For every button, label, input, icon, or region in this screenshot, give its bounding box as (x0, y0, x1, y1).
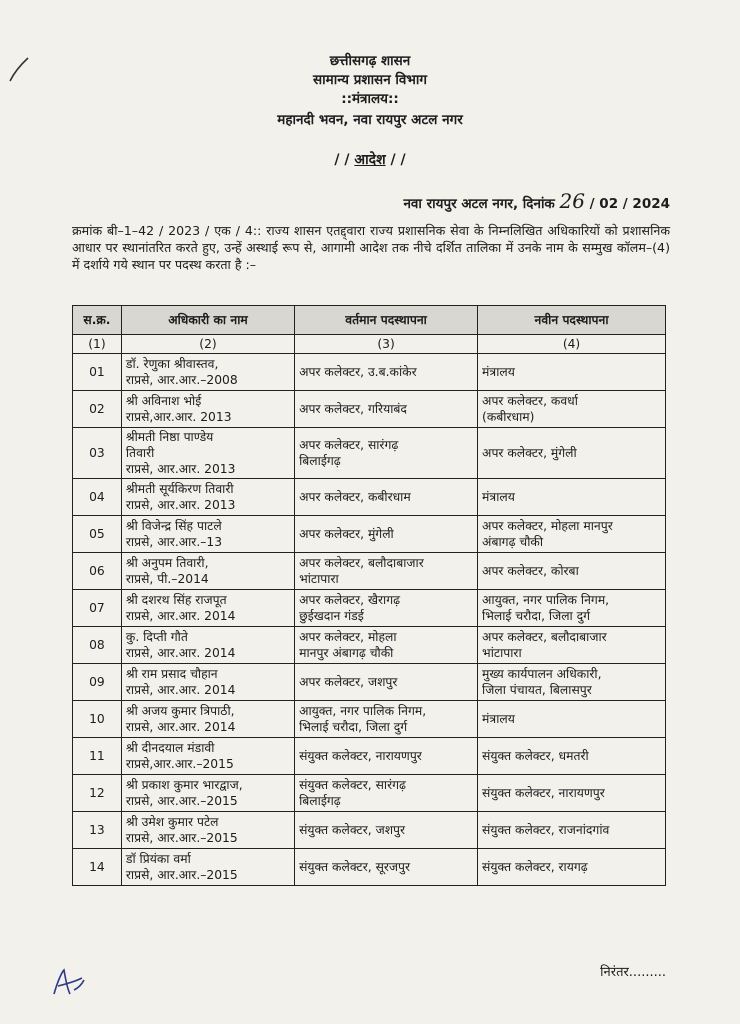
table-row (73, 553, 666, 590)
table-column-number-row (73, 335, 666, 354)
cell-line: डॉ. रेणुका श्रीवास्तव, (125, 357, 219, 371)
table-row (73, 664, 666, 701)
cell-line: श्रीमती निष्ठा पाण्डेय (125, 430, 214, 444)
cell-new-posting (478, 553, 666, 590)
cell-new-posting (478, 701, 666, 738)
cell-current-posting (295, 812, 478, 849)
header-government: छत्तीसगढ़ शासन (329, 53, 411, 69)
cell-line: संयुक्त कलेक्टर, रायगढ़ (482, 860, 588, 874)
cell-current-posting (295, 664, 478, 701)
cell-current-posting (295, 479, 478, 516)
transfer-table (72, 305, 666, 886)
cell-new-posting (478, 354, 666, 391)
cell-officer-name (121, 479, 294, 516)
cell-line: भांटापारा (482, 646, 522, 660)
initials-signature (48, 960, 88, 1000)
cell-line: मुख्य कार्यपालन अधिकारी, (482, 667, 602, 681)
cell-serial: 07 (73, 590, 122, 627)
cell-officer-name (121, 354, 294, 391)
cell-line: जिला पंचायत, बिलासपुर (482, 683, 592, 697)
cell-line: श्री अविनाश भोई (125, 394, 202, 408)
cell-new-posting (478, 590, 666, 627)
cell-line: कु. दिप्ती गौते (125, 630, 188, 644)
cell-line: संयुक्त कलेक्टर, जशपुर (299, 823, 406, 837)
cell-line: श्री राम प्रसाद चौहान (125, 667, 218, 681)
cell-new-posting (478, 775, 666, 812)
cell-line: श्रीमती सूर्यकिरण तिवारी (125, 482, 234, 496)
date-prefix: नवा रायपुर अटल नगर, दिनांक (403, 196, 555, 212)
cell-serial: 01 (73, 354, 122, 391)
col-number: (4) (478, 335, 666, 354)
cell-current-posting (295, 553, 478, 590)
table-row (73, 812, 666, 849)
table-row (73, 701, 666, 738)
cell-line: (कबीरधाम) (482, 410, 535, 424)
cell-officer-name (121, 391, 294, 428)
cell-line: श्री दशरथ सिंह राजपूत (125, 593, 227, 607)
table-row (73, 775, 666, 812)
cell-line: राप्रसे, आर.आर. 2014 (125, 609, 236, 623)
cell-line: संयुक्त कलेक्टर, नारायणपुर (299, 749, 422, 763)
cell-serial: 14 (73, 849, 122, 886)
cell-line: अपर कलेक्टर, कोरबा (482, 564, 579, 578)
cell-line: राप्रसे, आर.आर.–13 (125, 535, 223, 549)
cell-current-posting (295, 627, 478, 664)
table-row (73, 391, 666, 428)
cell-new-posting (478, 738, 666, 775)
continued-note: निरंतर......... (600, 965, 666, 980)
cell-new-posting (478, 627, 666, 664)
cell-line: डॉ प्रियंका वर्मा (125, 852, 191, 866)
cell-line: संयुक्त कलेक्टर, सूरजपुर (299, 860, 411, 874)
header-new-posting: नवीन पदस्थापना (478, 306, 666, 335)
cell-officer-name (121, 701, 294, 738)
table-header-row (73, 306, 666, 335)
cell-line: राप्रसे,आर.आर. 2013 (125, 410, 232, 424)
cell-new-posting (478, 479, 666, 516)
cell-new-posting (478, 849, 666, 886)
header-address: महानदी भवन, नवा रायपुर अटल नगर (277, 112, 463, 128)
cell-line: राप्रसे, आर.आर.–2015 (125, 868, 238, 882)
cell-line: श्री अजय कुमार त्रिपाठी, (125, 704, 235, 718)
cell-line: मंत्रालय (482, 365, 515, 379)
cell-current-posting (295, 391, 478, 428)
cell-line: आयुक्त, नगर पालिक निगम, (299, 704, 427, 718)
cell-line: मानपुर अंबागढ़ चौकी (299, 646, 394, 660)
cell-line: राप्रसे, आर.आर. 2014 (125, 720, 236, 734)
cell-line: राप्रसे, आर.आर.–2015 (125, 794, 238, 808)
cell-line: संयुक्त कलेक्टर, राजनांदगांव (482, 823, 610, 837)
header-officer-name: अधिकारी का नाम (121, 306, 294, 335)
cell-serial: 11 (73, 738, 122, 775)
cell-line: अपर कलेक्टर, खैरागढ़ (299, 593, 401, 607)
cell-line: संयुक्त कलेक्टर, नारायणपुर (482, 786, 605, 800)
cell-line: अपर कलेक्टर, मोहला मानपुर (482, 519, 613, 533)
cell-new-posting (478, 664, 666, 701)
cell-line: राप्रसे, आर.आर.–2015 (125, 831, 238, 845)
cell-officer-name (121, 775, 294, 812)
cell-serial: 02 (73, 391, 122, 428)
cell-line: राप्रसे,आर.आर.–2015 (125, 757, 234, 771)
order-title-text: आदेश (354, 152, 386, 168)
cell-serial: 12 (73, 775, 122, 812)
table-row (73, 738, 666, 775)
cell-officer-name (121, 812, 294, 849)
cell-current-posting (295, 354, 478, 391)
table-row (73, 428, 666, 479)
cell-line: अपर कलेक्टर, जशपुर (299, 675, 398, 689)
cell-line: श्री अनुपम तिवारी, (125, 556, 209, 570)
cell-line: छुईखदान गंडई (299, 609, 364, 623)
cell-line: अपर कलेक्टर, गरियाबंद (299, 402, 407, 416)
cell-serial: 04 (73, 479, 122, 516)
cell-line: भांटापारा (299, 572, 339, 586)
cell-line: तिवारी (125, 446, 155, 460)
table-row (73, 590, 666, 627)
cell-officer-name (121, 590, 294, 627)
cell-serial: 08 (73, 627, 122, 664)
table-row (73, 516, 666, 553)
cell-line: आयुक्त, नगर पालिक निगम, (482, 593, 610, 607)
table-row (73, 849, 666, 886)
cell-line: संयुक्त कलेक्टर, धमतरी (482, 749, 589, 763)
cell-line: अपर कलेक्टर, बलौदाबाजार (299, 556, 424, 570)
cell-line: श्री विजेन्द्र सिंह पाटले (125, 519, 222, 533)
table-row (73, 479, 666, 516)
cell-line: अंबागढ़ चौकी (482, 535, 544, 549)
header-ministry: ::मंत्रालय:: (341, 91, 399, 107)
cell-line: मंत्रालय (482, 712, 515, 726)
cell-serial: 13 (73, 812, 122, 849)
cell-officer-name (121, 627, 294, 664)
cell-current-posting (295, 590, 478, 627)
date-day-handwritten: 26 (559, 189, 585, 213)
cell-line: राप्रसे, आर.आर. 2013 (125, 462, 236, 476)
cell-new-posting (478, 428, 666, 479)
table-row (73, 354, 666, 391)
date-suffix: / 02 / 2024 (589, 196, 670, 212)
cell-line: श्री प्रकाश कुमार भारद्वाज, (125, 778, 243, 792)
cell-line: राप्रसे, आर.आर. 2014 (125, 646, 236, 660)
cell-line: अपर कलेक्टर, मुंगेली (482, 446, 577, 460)
cell-current-posting (295, 428, 478, 479)
cell-officer-name (121, 516, 294, 553)
cell-current-posting (295, 775, 478, 812)
cell-serial: 09 (73, 664, 122, 701)
cell-serial: 05 (73, 516, 122, 553)
col-number: (3) (295, 335, 478, 354)
cell-line: राप्रसे, आर.आर. 2014 (125, 683, 236, 697)
header-department: सामान्य प्रशासन विभाग (313, 72, 427, 88)
cell-new-posting (478, 516, 666, 553)
cell-officer-name (121, 664, 294, 701)
cell-current-posting (295, 738, 478, 775)
cell-officer-name (121, 738, 294, 775)
cell-line: श्री दीनदयाल मंडावी (125, 741, 215, 755)
header-current-posting: वर्तमान पदस्थापना (295, 306, 478, 335)
cell-serial: 10 (73, 701, 122, 738)
cell-line: भिलाई चरौदा, जिला दुर्ग (482, 609, 591, 623)
table-body (73, 354, 666, 886)
col-number: (1) (73, 335, 122, 354)
cell-line: अपर कलेक्टर, मुंगेली (299, 527, 394, 541)
col-number: (2) (121, 335, 294, 354)
cell-line: मंत्रालय (482, 490, 515, 504)
cell-line: राप्रसे, आर.आर.–2008 (125, 373, 238, 387)
cell-line: राप्रसे, पी.–2014 (125, 572, 209, 586)
cell-line: अपर कलेक्टर, कवर्धा (482, 394, 578, 408)
cell-current-posting (295, 849, 478, 886)
cell-current-posting (295, 516, 478, 553)
cell-officer-name (121, 849, 294, 886)
cell-line: अपर कलेक्टर, सारंगढ़ (299, 438, 399, 452)
cell-line: भिलाई चरौदा, जिला दुर्ग (299, 720, 408, 734)
cell-line: अपर कलेक्टर, कबीरधाम (299, 490, 411, 504)
order-date (403, 189, 670, 213)
cell-line: बिलाईगढ़ (299, 794, 341, 808)
cell-line: संयुक्त कलेक्टर, सारंगढ़ (299, 778, 406, 792)
order-intro-paragraph: क्रमांक बी–1–42 / 2023 / एक / 4:: राज्य शासन एतद्द्वारा राज्य प्रशासनिक सेवा के निम्नलिखित अधिकारियों को प्रशासनिक आधार पर स्थानांतरित करते हुए, उन्हें अस्थाई रूप से, आगामी आदेश तक नीचे दर्शित तालिका में उनके नाम के सम्मुख कॉलम–(4) में दर्शाये गये स्थान पर पदस्थ करता है :– (72, 223, 670, 272)
cell-line: अपर कलेक्टर, उ.ब.कांकेर (299, 365, 417, 379)
cell-line: बिलाईगढ़ (299, 454, 341, 468)
header-serial: स.क्र. (73, 306, 122, 335)
order-title: / / आदेश / / (334, 152, 406, 168)
cell-new-posting (478, 812, 666, 849)
cell-serial: 06 (73, 553, 122, 590)
cell-current-posting (295, 701, 478, 738)
cell-line: श्री उमेश कुमार पटेल (125, 815, 219, 829)
cell-line: अपर कलेक्टर, बलौदाबाजार (482, 630, 607, 644)
table-row (73, 627, 666, 664)
cell-officer-name (121, 553, 294, 590)
cell-line: अपर कलेक्टर, मोहला (299, 630, 397, 644)
cell-line: राप्रसे, आर.आर. 2013 (125, 498, 236, 512)
cell-serial: 03 (73, 428, 122, 479)
cell-officer-name (121, 428, 294, 479)
cell-new-posting (478, 391, 666, 428)
